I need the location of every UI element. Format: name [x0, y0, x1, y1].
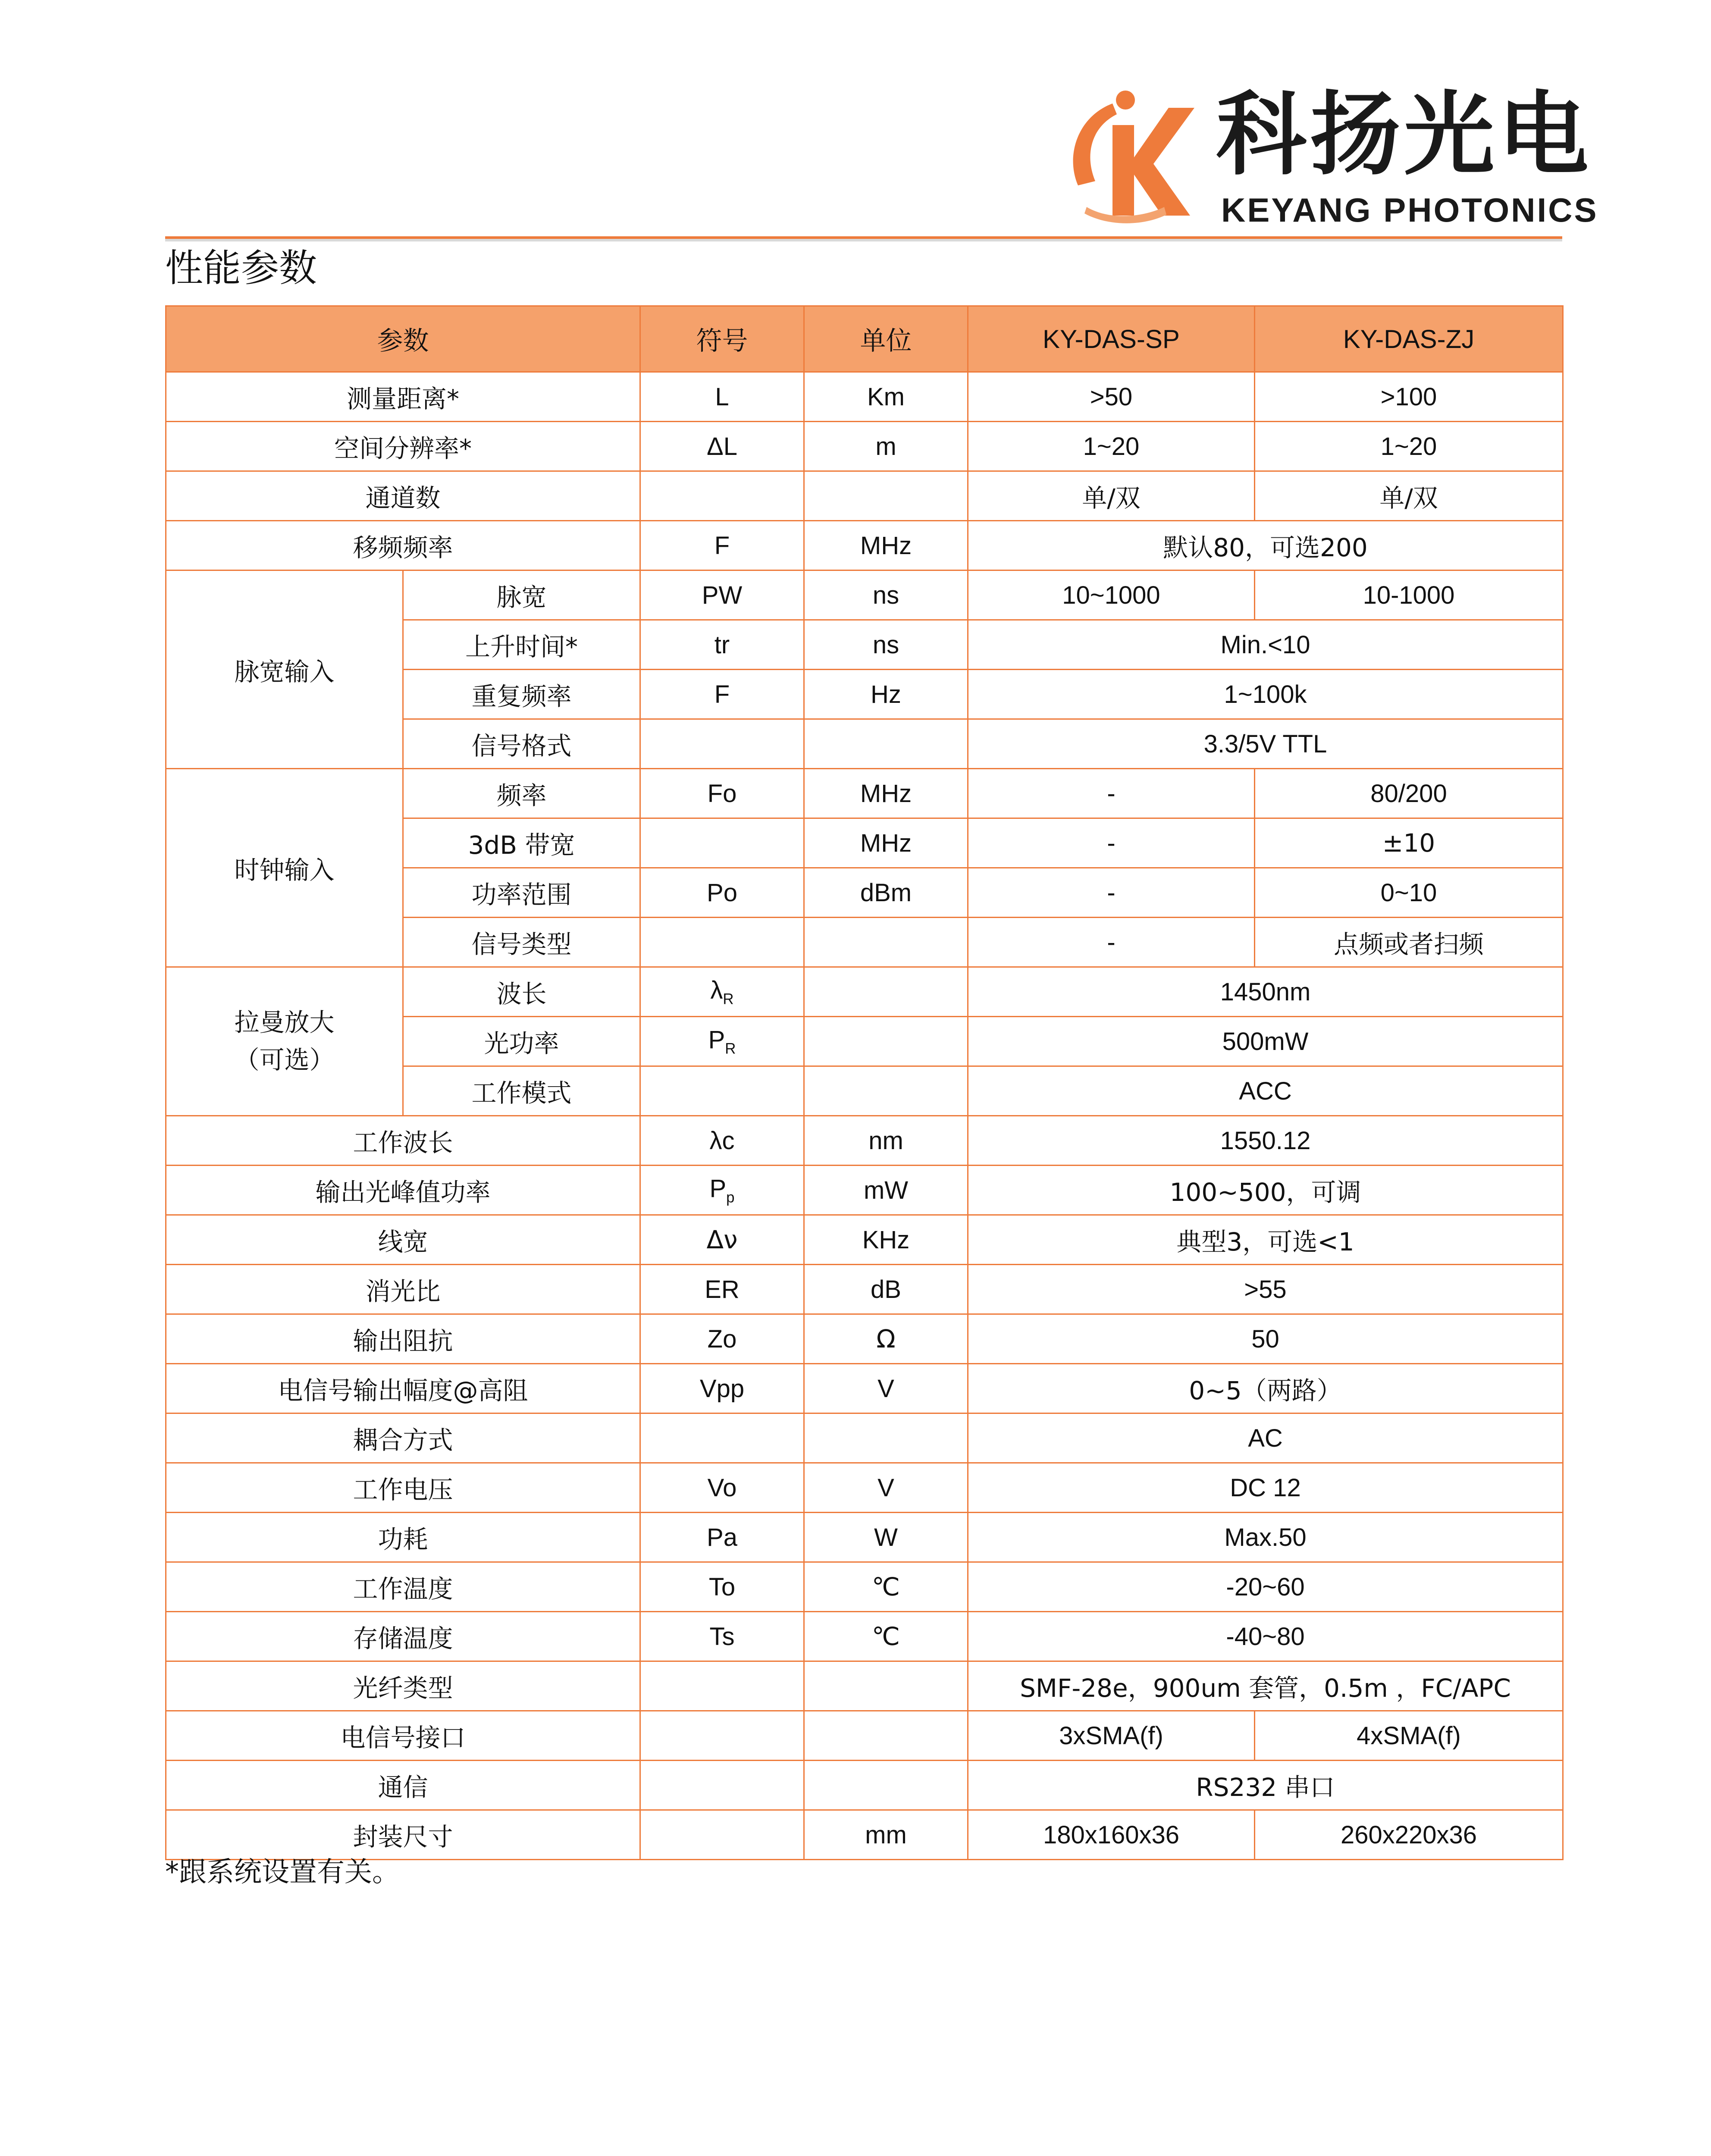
shared-value-cell: 1550.12	[968, 1116, 1563, 1166]
header-symbol: 符号	[640, 306, 804, 372]
table-row	[166, 1513, 1563, 1562]
param-cell: 消光比	[166, 1265, 640, 1314]
unit-cell: Ω	[804, 1314, 968, 1364]
sp-value-cell: >50	[968, 372, 1255, 422]
sp-value-cell: -	[968, 818, 1255, 868]
company-logo	[1061, 78, 1598, 233]
table-row	[166, 1711, 1563, 1761]
table-row	[166, 471, 1563, 521]
unit-cell: V	[804, 1463, 968, 1513]
shared-value-cell: 3.3/5V TTL	[968, 719, 1563, 769]
group-label-line1: 拉曼放大	[234, 1008, 335, 1037]
unit-cell	[804, 471, 968, 521]
symbol-cell	[640, 719, 804, 769]
header-model-sp: KY-DAS-SP	[968, 306, 1255, 372]
section-title: 性能参数	[165, 246, 317, 290]
symbol-cell	[640, 1017, 804, 1066]
symbol-cell	[640, 818, 804, 868]
symbol-cell: tr	[640, 620, 804, 670]
shared-value-cell: 50	[968, 1314, 1563, 1364]
param-cell: 光纤类型	[166, 1661, 640, 1711]
group-cell-raman	[166, 967, 403, 1116]
symbol-cell: λc	[640, 1116, 804, 1166]
table-row	[166, 422, 1563, 471]
shared-value-cell: -20~60	[968, 1562, 1563, 1612]
zj-value-cell: 10-1000	[1255, 570, 1563, 620]
footnote: *跟系统设置有关。	[165, 1856, 400, 1888]
symbol-cell: Ts	[640, 1612, 804, 1661]
symbol-cell	[640, 918, 804, 967]
param-cell: 光功率	[403, 1017, 640, 1066]
shared-value-cell: Max.50	[968, 1513, 1563, 1562]
brand-name-cn: 科扬光电	[1216, 82, 1592, 188]
table-row	[166, 1116, 1563, 1166]
symbol-cell	[640, 1810, 804, 1860]
symbol-cell: Vpp	[640, 1364, 804, 1413]
symbol-sub: R	[723, 990, 734, 1008]
symbol-cell: Δν	[640, 1215, 804, 1265]
symbol-cell: PW	[640, 570, 804, 620]
table-row	[166, 1314, 1563, 1364]
param-cell: 移频频率	[166, 521, 640, 570]
table-header-row	[166, 306, 1563, 372]
unit-cell: MHz	[804, 521, 968, 570]
param-cell: 空间分辨率*	[166, 422, 640, 471]
param-cell: 上升时间*	[403, 620, 640, 670]
sp-value-cell: 3xSMA(f)	[968, 1711, 1255, 1761]
shared-value-cell: 500mW	[968, 1017, 1563, 1066]
param-cell: 功率范围	[403, 868, 640, 918]
group-label-line2: （可选）	[234, 1045, 335, 1075]
table-row	[166, 769, 1563, 818]
symbol-cell: F	[640, 521, 804, 570]
table-row	[166, 1612, 1563, 1661]
unit-cell: ns	[804, 570, 968, 620]
symbol-main: P	[709, 1174, 727, 1203]
param-cell: 线宽	[166, 1215, 640, 1265]
symbol-cell: ΔL	[640, 422, 804, 471]
sp-value-cell: 1~20	[968, 422, 1255, 471]
unit-cell	[804, 918, 968, 967]
unit-cell	[804, 967, 968, 1017]
param-cell: 工作温度	[166, 1562, 640, 1612]
table-row	[166, 1364, 1563, 1413]
symbol-cell	[640, 1711, 804, 1761]
zj-value-cell: 0~10	[1255, 868, 1563, 918]
unit-cell: dB	[804, 1265, 968, 1314]
param-cell: 频率	[403, 769, 640, 818]
unit-cell: V	[804, 1364, 968, 1413]
unit-cell: ns	[804, 620, 968, 670]
unit-cell	[804, 1761, 968, 1810]
unit-cell: m	[804, 422, 968, 471]
zj-value-cell: 260x220x36	[1255, 1810, 1563, 1860]
symbol-cell	[640, 1166, 804, 1215]
spec-table	[165, 305, 1564, 1860]
shared-value-cell: Min.<10	[968, 620, 1563, 670]
sp-value-cell: 单/双	[968, 471, 1255, 521]
symbol-sub: R	[725, 1040, 736, 1057]
sp-value-cell: -	[968, 918, 1255, 967]
shared-value-cell: 0~5（两路）	[968, 1364, 1563, 1413]
unit-cell: mW	[804, 1166, 968, 1215]
shared-value-cell: RS232 串口	[968, 1761, 1563, 1810]
param-cell: 工作波长	[166, 1116, 640, 1166]
symbol-cell	[640, 1413, 804, 1463]
shared-value-cell: ACC	[968, 1066, 1563, 1116]
symbol-sub: p	[726, 1189, 735, 1206]
unit-cell	[804, 1661, 968, 1711]
table-row	[166, 521, 1563, 570]
unit-cell: nm	[804, 1116, 968, 1166]
group-cell-pulse-input: 脉宽输入	[166, 570, 403, 769]
param-cell: 功耗	[166, 1513, 640, 1562]
header-unit: 单位	[804, 306, 968, 372]
param-cell: 封装尺寸	[166, 1810, 640, 1860]
param-cell: 3dB 带宽	[403, 818, 640, 868]
shared-value-cell: SMF-28e，900um 套管，0.5m ，FC/APC	[968, 1661, 1563, 1711]
param-cell: 信号格式	[403, 719, 640, 769]
param-cell: 脉宽	[403, 570, 640, 620]
shared-value-cell: DC 12	[968, 1463, 1563, 1513]
unit-cell: KHz	[804, 1215, 968, 1265]
shared-value-cell: -40~80	[968, 1612, 1563, 1661]
brand-name-en: KEYANG PHOTONICS	[1221, 191, 1598, 229]
unit-cell	[804, 1413, 968, 1463]
param-cell: 耦合方式	[166, 1413, 640, 1463]
table-row	[166, 967, 1563, 1017]
zj-value-cell: 80/200	[1255, 769, 1563, 818]
zj-value-cell: 点频或者扫频	[1255, 918, 1563, 967]
symbol-cell: Po	[640, 868, 804, 918]
zj-value-cell: 1~20	[1255, 422, 1563, 471]
table-row	[166, 1463, 1563, 1513]
symbol-cell: To	[640, 1562, 804, 1612]
zj-value-cell: 4xSMA(f)	[1255, 1711, 1563, 1761]
table-row	[166, 372, 1563, 422]
sp-value-cell: -	[968, 769, 1255, 818]
table-row	[166, 1761, 1563, 1810]
param-cell: 电信号输出幅度@高阻	[166, 1364, 640, 1413]
shared-value-cell: 典型3，可选<1	[968, 1215, 1563, 1265]
shared-value-cell: AC	[968, 1413, 1563, 1463]
table-row	[166, 1661, 1563, 1711]
param-cell: 工作电压	[166, 1463, 640, 1513]
unit-cell: MHz	[804, 818, 968, 868]
group-cell-clock-input: 时钟输入	[166, 769, 403, 967]
table-row	[166, 1265, 1563, 1314]
table-row	[166, 570, 1563, 620]
symbol-cell: L	[640, 372, 804, 422]
sp-value-cell: -	[968, 868, 1255, 918]
unit-cell: dBm	[804, 868, 968, 918]
unit-cell: MHz	[804, 769, 968, 818]
symbol-cell: F	[640, 670, 804, 719]
param-cell: 测量距离*	[166, 372, 640, 422]
param-cell: 输出光峰值功率	[166, 1166, 640, 1215]
sp-value-cell: 10~1000	[968, 570, 1255, 620]
symbol-cell: Pa	[640, 1513, 804, 1562]
symbol-cell	[640, 967, 804, 1017]
unit-cell	[804, 1017, 968, 1066]
unit-cell	[804, 1066, 968, 1116]
table-row	[166, 1562, 1563, 1612]
param-cell: 存储温度	[166, 1612, 640, 1661]
header-rule-shadow	[165, 239, 1562, 241]
symbol-main: P	[708, 1025, 725, 1054]
symbol-cell	[640, 1066, 804, 1116]
shared-value-cell: 默认80，可选200	[968, 521, 1563, 570]
param-cell: 通道数	[166, 471, 640, 521]
keyang-k-logo-icon	[1061, 78, 1207, 224]
symbol-cell: Fo	[640, 769, 804, 818]
unit-cell: Hz	[804, 670, 968, 719]
param-cell: 通信	[166, 1761, 640, 1810]
shared-value-cell: 1450nm	[968, 967, 1563, 1017]
symbol-cell	[640, 471, 804, 521]
unit-cell	[804, 1711, 968, 1761]
unit-cell: Km	[804, 372, 968, 422]
param-cell: 工作模式	[403, 1066, 640, 1116]
unit-cell: mm	[804, 1810, 968, 1860]
symbol-cell	[640, 1761, 804, 1810]
unit-cell: ℃	[804, 1562, 968, 1612]
symbol-cell	[640, 1661, 804, 1711]
table-row	[166, 1215, 1563, 1265]
symbol-cell: Vo	[640, 1463, 804, 1513]
unit-cell	[804, 719, 968, 769]
param-cell: 电信号接口	[166, 1711, 640, 1761]
table-row	[166, 1166, 1563, 1215]
sp-value-cell: 180x160x36	[968, 1810, 1255, 1860]
symbol-main: λ	[710, 976, 723, 1004]
symbol-cell: ER	[640, 1265, 804, 1314]
zj-value-cell: 单/双	[1255, 471, 1563, 521]
param-cell: 输出阻抗	[166, 1314, 640, 1364]
header-model-zj: KY-DAS-ZJ	[1255, 306, 1563, 372]
param-cell: 重复频率	[403, 670, 640, 719]
unit-cell: ℃	[804, 1612, 968, 1661]
table-row	[166, 1413, 1563, 1463]
zj-value-cell: >100	[1255, 372, 1563, 422]
shared-value-cell: 100~500，可调	[968, 1166, 1563, 1215]
shared-value-cell: >55	[968, 1265, 1563, 1314]
header-param: 参数	[166, 306, 640, 372]
param-cell: 波长	[403, 967, 640, 1017]
shared-value-cell: 1~100k	[968, 670, 1563, 719]
param-cell: 信号类型	[403, 918, 640, 967]
unit-cell: W	[804, 1513, 968, 1562]
zj-value-cell: ±10	[1255, 818, 1563, 868]
symbol-cell: Zo	[640, 1314, 804, 1364]
